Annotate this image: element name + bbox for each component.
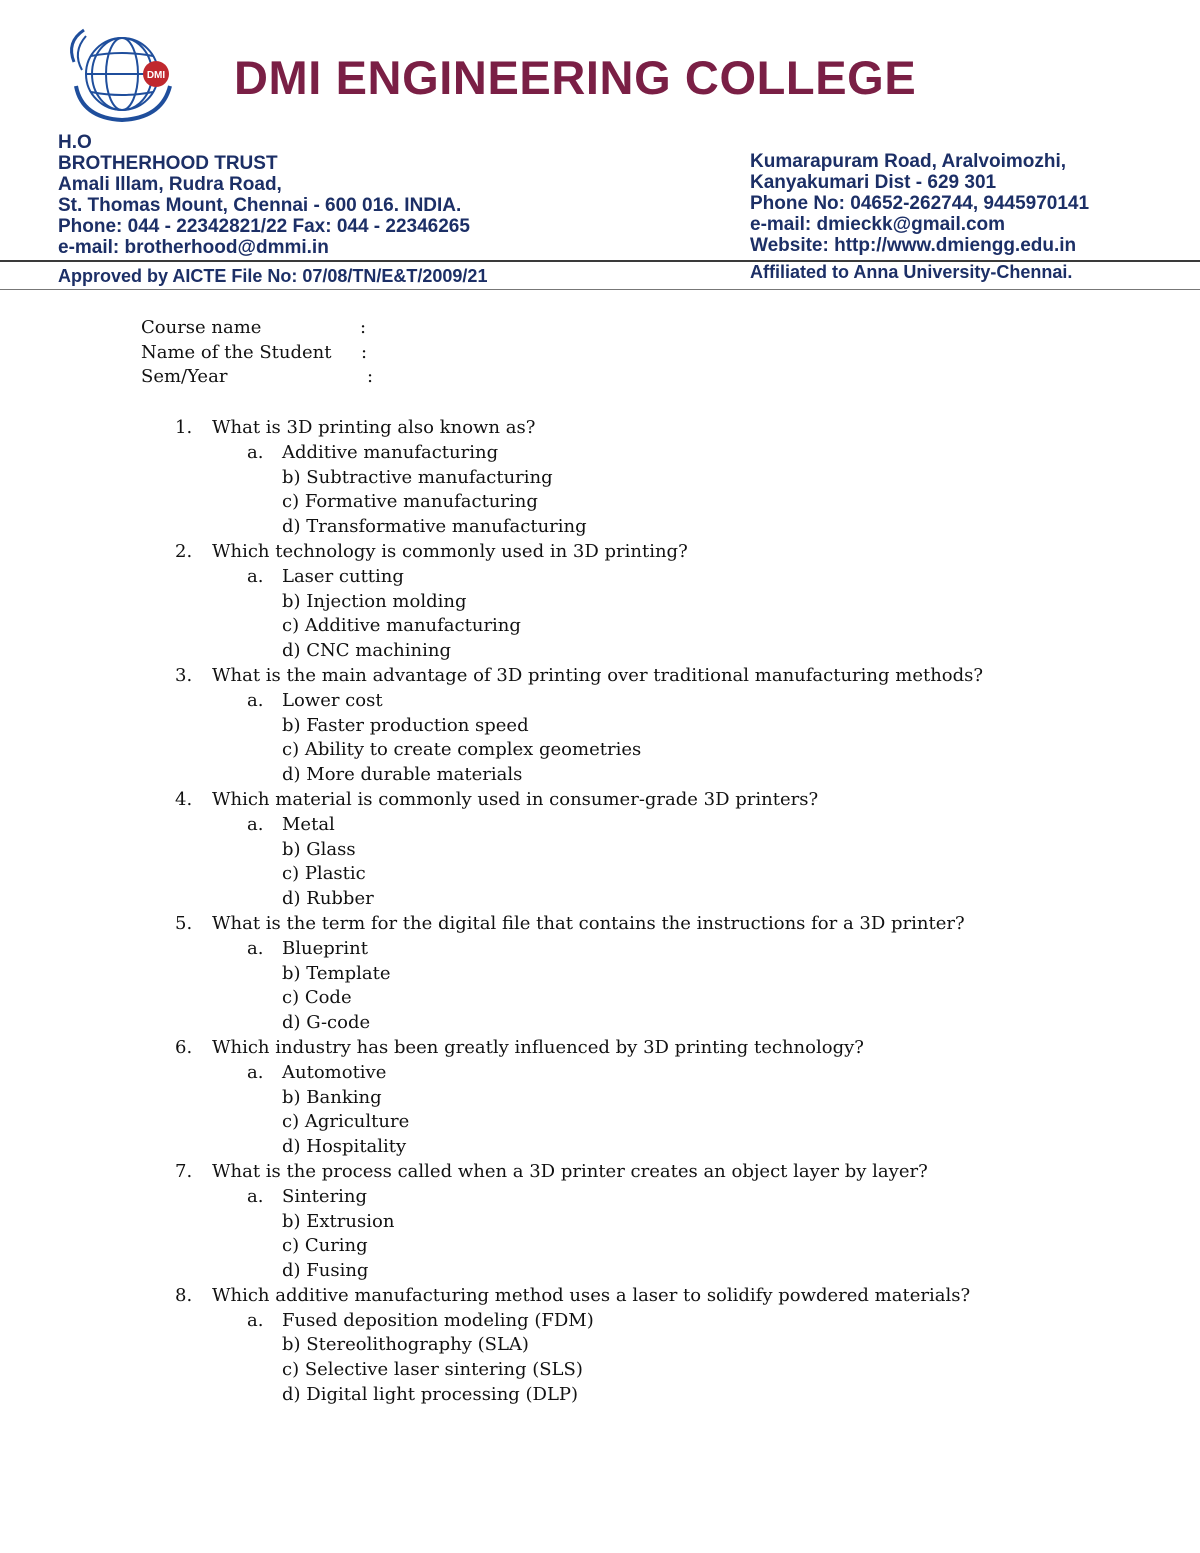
option-text: Lower cost [282, 689, 383, 711]
option-row [0, 1086, 1200, 1111]
question-number: 5. [175, 912, 193, 934]
head-office-label: H.O [58, 132, 92, 153]
option-text: b) Subtractive manufacturing [282, 466, 553, 488]
option-marker: a. [247, 441, 264, 463]
question-number: 8. [175, 1284, 193, 1306]
option-text: Additive manufacturing [282, 441, 499, 463]
option-text: Metal [282, 813, 335, 835]
field-label: Course name [141, 317, 262, 338]
question-number: 2. [175, 540, 193, 562]
option-row [0, 1259, 1200, 1284]
question-text: What is the main advantage of 3D printing over traditional manufacturing methods? [212, 664, 984, 686]
question-row [0, 788, 1200, 813]
campus-address-line: Phone No: 04652-262744, 9445970141 [750, 193, 1090, 214]
option-row [0, 862, 1200, 887]
option-marker: a. [247, 813, 264, 835]
question-row [0, 540, 1200, 565]
option-text: Blueprint [282, 937, 368, 959]
option-text: d) Fusing [282, 1260, 369, 1282]
option-text: Sintering [282, 1185, 368, 1207]
question-item [0, 540, 1200, 664]
logo-monogram: DMI [146, 70, 166, 81]
college-logo [60, 22, 188, 130]
header-bottom-divider [0, 289, 1200, 290]
option-text: b) Template [282, 962, 391, 984]
aicte-approval: Approved by AICTE File No: 07/08/TN/E&T/2009/21 [58, 266, 488, 286]
option-row [0, 1383, 1200, 1408]
university-affiliation: Affiliated to Anna University-Chennai. [750, 262, 1073, 282]
option-text: Fused deposition modeling (FDM) [282, 1309, 594, 1331]
head-office-line: BROTHERHOOD TRUST [58, 153, 278, 174]
question-text: Which additive manufacturing method uses a laser to solidify powdered materials? [212, 1284, 971, 1306]
option-row [0, 763, 1200, 788]
head-office-line: St. Thomas Mount, Chennai - 600 016. INDIA. [58, 195, 462, 216]
option-marker: a. [247, 1185, 264, 1207]
option-text: d) Digital light processing (DLP) [282, 1384, 579, 1406]
option-row [0, 689, 1200, 714]
option-row [0, 1309, 1200, 1334]
campus-address-line: Kumarapuram Road, Aralvoimozhi, [750, 151, 1067, 172]
option-text: b) Faster production speed [282, 714, 529, 736]
option-text: b) Stereolithography (SLA) [282, 1334, 529, 1356]
question-number: 1. [175, 417, 193, 438]
option-marker: a. [247, 565, 264, 587]
question-item [0, 1284, 1200, 1408]
question-number: 4. [175, 788, 193, 810]
option-text: b) Banking [282, 1086, 382, 1108]
option-row [0, 962, 1200, 987]
field-label: Name of the Student [141, 342, 332, 363]
question-item [0, 912, 1200, 1036]
option-row [0, 490, 1200, 515]
option-text: c) Additive manufacturing [282, 615, 521, 637]
head-office-address [58, 132, 470, 258]
option-row [0, 1185, 1200, 1210]
question-row [0, 1036, 1200, 1061]
option-text: d) More durable materials [282, 764, 523, 786]
question-text: Which material is commonly used in consumer-grade 3D printers? [212, 788, 819, 810]
head-office-line: e-mail: brotherhood@dmmi.in [58, 237, 329, 258]
option-row [0, 441, 1200, 466]
question-item [0, 788, 1200, 912]
question-item [0, 416, 1200, 540]
question-text: What is 3D printing also known as? [212, 417, 536, 438]
option-row [0, 714, 1200, 739]
option-marker: a. [247, 689, 264, 711]
option-text: d) Rubber [282, 888, 374, 910]
option-marker: a. [247, 1309, 264, 1331]
option-text: c) Agriculture [282, 1111, 410, 1133]
sem-year-field [141, 366, 374, 387]
question-row [0, 1160, 1200, 1185]
campus-address [750, 151, 1089, 256]
option-row [0, 590, 1200, 615]
option-row [0, 639, 1200, 664]
question-text: Which technology is commonly used in 3D printing? [212, 540, 688, 562]
option-text: c) Plastic [282, 863, 366, 885]
question-item [0, 1036, 1200, 1160]
option-text: d) Transformative manufacturing [282, 516, 587, 538]
globe-emblem-icon [60, 22, 188, 130]
option-row [0, 466, 1200, 491]
course-name-field [141, 317, 367, 338]
option-row [0, 1110, 1200, 1135]
question-item [0, 1160, 1200, 1284]
option-row [0, 937, 1200, 962]
question-item [0, 664, 1200, 788]
question-row [0, 1284, 1200, 1309]
head-office-line: Phone: 044 - 22342821/22 Fax: 044 - 22346265 [58, 216, 470, 237]
option-row [0, 565, 1200, 590]
question-text: Which industry has been greatly influenced by 3D printing technology? [212, 1036, 864, 1058]
option-marker: a. [247, 937, 264, 959]
option-marker: a. [247, 1061, 264, 1083]
field-colon: : [360, 317, 367, 338]
option-row [0, 813, 1200, 838]
option-text: c) Code [282, 987, 352, 1009]
student-name-field [141, 342, 368, 363]
question-list [0, 416, 1200, 1408]
option-text: Laser cutting [282, 565, 404, 587]
option-row [0, 1210, 1200, 1235]
option-row [0, 1333, 1200, 1358]
question-number: 3. [175, 664, 193, 686]
question-row [0, 664, 1200, 689]
option-row [0, 986, 1200, 1011]
option-row [0, 1358, 1200, 1383]
option-text: b) Glass [282, 838, 356, 860]
option-row [0, 614, 1200, 639]
option-row [0, 1135, 1200, 1160]
question-number: 7. [175, 1160, 193, 1182]
question-number: 6. [175, 1036, 193, 1058]
option-row [0, 1234, 1200, 1259]
option-text: c) Formative manufacturing [282, 491, 538, 513]
field-colon: : [367, 366, 374, 387]
campus-address-line: Website: http://www.dmiengg.edu.in [750, 235, 1077, 256]
option-text: Automotive [282, 1061, 387, 1083]
option-text: c) Curing [282, 1235, 368, 1257]
option-row [0, 1011, 1200, 1036]
option-text: c) Selective laser sintering (SLS) [282, 1359, 583, 1381]
option-row [0, 1061, 1200, 1086]
field-colon: : [361, 342, 368, 363]
campus-address-line: Kanyakumari Dist - 629 301 [750, 172, 997, 193]
college-name: DMI ENGINEERING COLLEGE [234, 51, 917, 104]
option-row [0, 515, 1200, 540]
option-row [0, 887, 1200, 912]
option-text: b) Injection molding [282, 590, 467, 612]
question-row [0, 912, 1200, 937]
option-text: d) G-code [282, 1012, 371, 1034]
question-text: What is the term for the digital file that contains the instructions for a 3D printer? [212, 912, 965, 934]
campus-address-line: e-mail: dmieckk@gmail.com [750, 214, 1006, 235]
option-text: c) Ability to create complex geometries [282, 739, 642, 761]
option-text: b) Extrusion [282, 1210, 395, 1232]
question-text: What is the process called when a 3D printer creates an object layer by layer? [212, 1160, 928, 1182]
option-text: d) Hospitality [282, 1136, 407, 1158]
option-text: d) CNC machining [282, 640, 451, 662]
option-row [0, 838, 1200, 863]
field-label: Sem/Year [141, 366, 228, 387]
option-row [0, 738, 1200, 763]
head-office-line: Amali Illam, Rudra Road, [58, 174, 282, 195]
question-row [0, 416, 1200, 441]
